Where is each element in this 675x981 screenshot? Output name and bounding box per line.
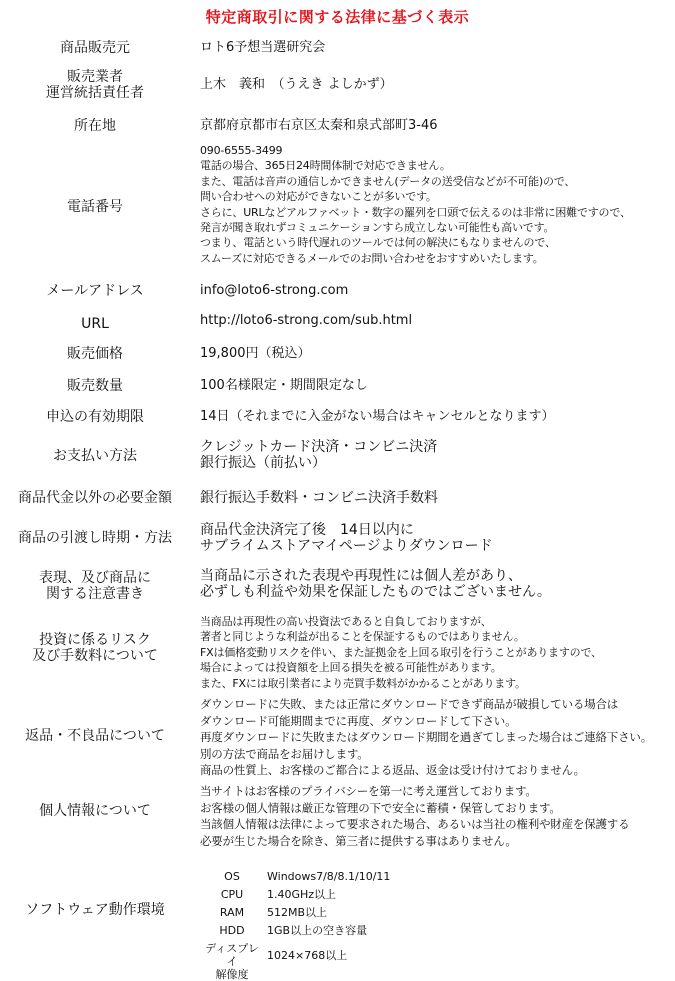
value-risk: 当商品は再現性の高い投資法であると自負しておりますが、 著者と同じような利益が出ることを保証するものではありません。 FXは価格変動リスクを伴い、また証拠金を上回る取引を行うことがありますので、 場合によっては投資額を上回る損失を被る可能性があります。 また、FXには取引業者により売買手数料がかかることがあります。 [200,615,602,690]
row-quantity [0,376,675,396]
row-phone [0,141,675,273]
value-url: http://loto6-strong.com/sub.html [200,313,413,328]
value-phone: 090-6555-3499 電話の場合、365日24時間体制で対応できません。 また、電話は音声の通信しかできません(データの送受信などが不可能)ので、 問い合わせへの対応ができないことが多いです。 さらに、URLなどアルファベット・数字の羅列を口頭で伝えるのは非常に困難ですので、 発言が聞き取れずコミュニケーションすら成立しない可能性も高いです。 つまり、電話という時代遅れのツールでは何の解決にもなりませんので、 スムーズに対応できるメールでのお問い合わせをおすすめいたします。 [200,144,631,265]
row-extra-fees [0,488,675,508]
label-privacy: 個人情報について [39,803,151,819]
row-returns [0,696,675,780]
row-operator [0,67,675,103]
page-title: 特定商取引に関する法律に基づく表示 [205,8,470,26]
value-price: 19,800円（税込） [200,346,311,361]
spec-key: OS [224,870,240,883]
value-email: info@loto6-strong.com [200,283,349,298]
spec-value: 1.40GHz以上 [267,888,337,901]
value-payment: クレジットカード決済・コンビニ決済 銀行振込（前払い） [200,439,438,471]
label-payment: お支払い方法 [53,448,137,464]
value-address: 京都府京都市右京区太秦和泉式部町3-46 [200,118,438,133]
spec-row-ram [200,906,660,924]
value-quantity: 100名様限定・期間限定なし [200,378,368,393]
spec-row-cpu [200,888,660,906]
row-risk [0,614,675,694]
label-address: 所在地 [74,118,116,134]
label-seller: 商品販売元 [60,40,130,56]
value-privacy: 当サイトはお客様のプライバシーを第一に考え運営しております。 お客様の個人情報は厳正な管理の下で安全に蓄積・保管しております。 当該個人情報は法律によって要求された場合、あるいは当社の権利や財産を保護する 必要が生じた場合を除き、第三者に提供する事はありません。 [200,784,630,848]
spec-key: HDD [219,924,245,937]
label-url: URL [81,316,109,332]
spec-value: 1024×768以上 [267,949,348,962]
label-email: メールアドレス [46,283,144,299]
row-privacy [0,783,675,849]
label-price: 販売価格 [67,346,123,362]
spec-row-hdd [200,924,660,942]
row-address [0,116,675,136]
row-software [0,866,675,981]
row-price [0,344,675,364]
value-extra-fees: 銀行振込手数料・コンビニ決済手数料 [200,490,438,506]
spec-row-display [200,942,660,981]
row-deadline [0,407,675,427]
label-phone: 電話番号 [67,199,123,215]
value-returns: ダウンロードに失敗、または正常にダウンロードできず商品が破損している場合は ダウンロード可能期間までに再度、ダウンロードして下さい。 再度ダウンロードに失敗またはダウンロード期間を過ぎてしまった場合はご連絡下さい。 別の方法で商品をお届けします。 商品の性質上、お客様のご都合による返品、返金は受け付けておりません。 [200,697,652,778]
value-operator: 上木 義和 （うえき よしかず） [200,77,393,92]
spec-key: RAM [219,906,245,919]
label-disclaimer: 表現、及び商品に 関する注意書き [39,570,151,602]
spec-value: 512MB以上 [267,906,328,919]
spec-value: Windows7/8/8.1/10/11 [267,870,391,883]
spec-row-os [200,870,660,888]
label-delivery: 商品の引渡し時期・方法 [18,530,172,546]
row-payment [0,436,675,476]
row-seller [0,38,675,58]
row-url [0,312,675,332]
row-disclaimer [0,566,675,606]
label-operator: 販売業者 運営統括責任者 [46,69,144,101]
spec-key: CPU [220,888,244,901]
label-quantity: 販売数量 [67,378,123,394]
label-returns: 返品・不良品について [25,728,165,744]
spec-value: 1GB以上の空き容量 [267,924,368,937]
label-risk: 投資に係るリスク 及び手数料について [32,632,158,664]
row-email [0,281,675,301]
label-extra-fees: 商品代金以外の必要金額 [18,490,172,506]
spec-key: ディスプレイ 解像度 [205,942,259,981]
value-delivery: 商品代金決済完了後 14日以内に サブライムストアマイページよりダウンロード [200,522,493,554]
row-delivery [0,520,675,556]
value-disclaimer: 当商品に示された表現や再現性には個人差があり、 必ずしも利益や効果を保証したものではございません。 [200,568,551,600]
value-seller: ロト6予想当選研究会 [200,40,326,55]
value-deadline: 14日（それまでに入金がない場合はキャンセルとなります） [200,409,555,424]
label-deadline: 申込の有効期限 [46,409,144,425]
label-software: ソフトウェア動作環境 [25,902,165,918]
